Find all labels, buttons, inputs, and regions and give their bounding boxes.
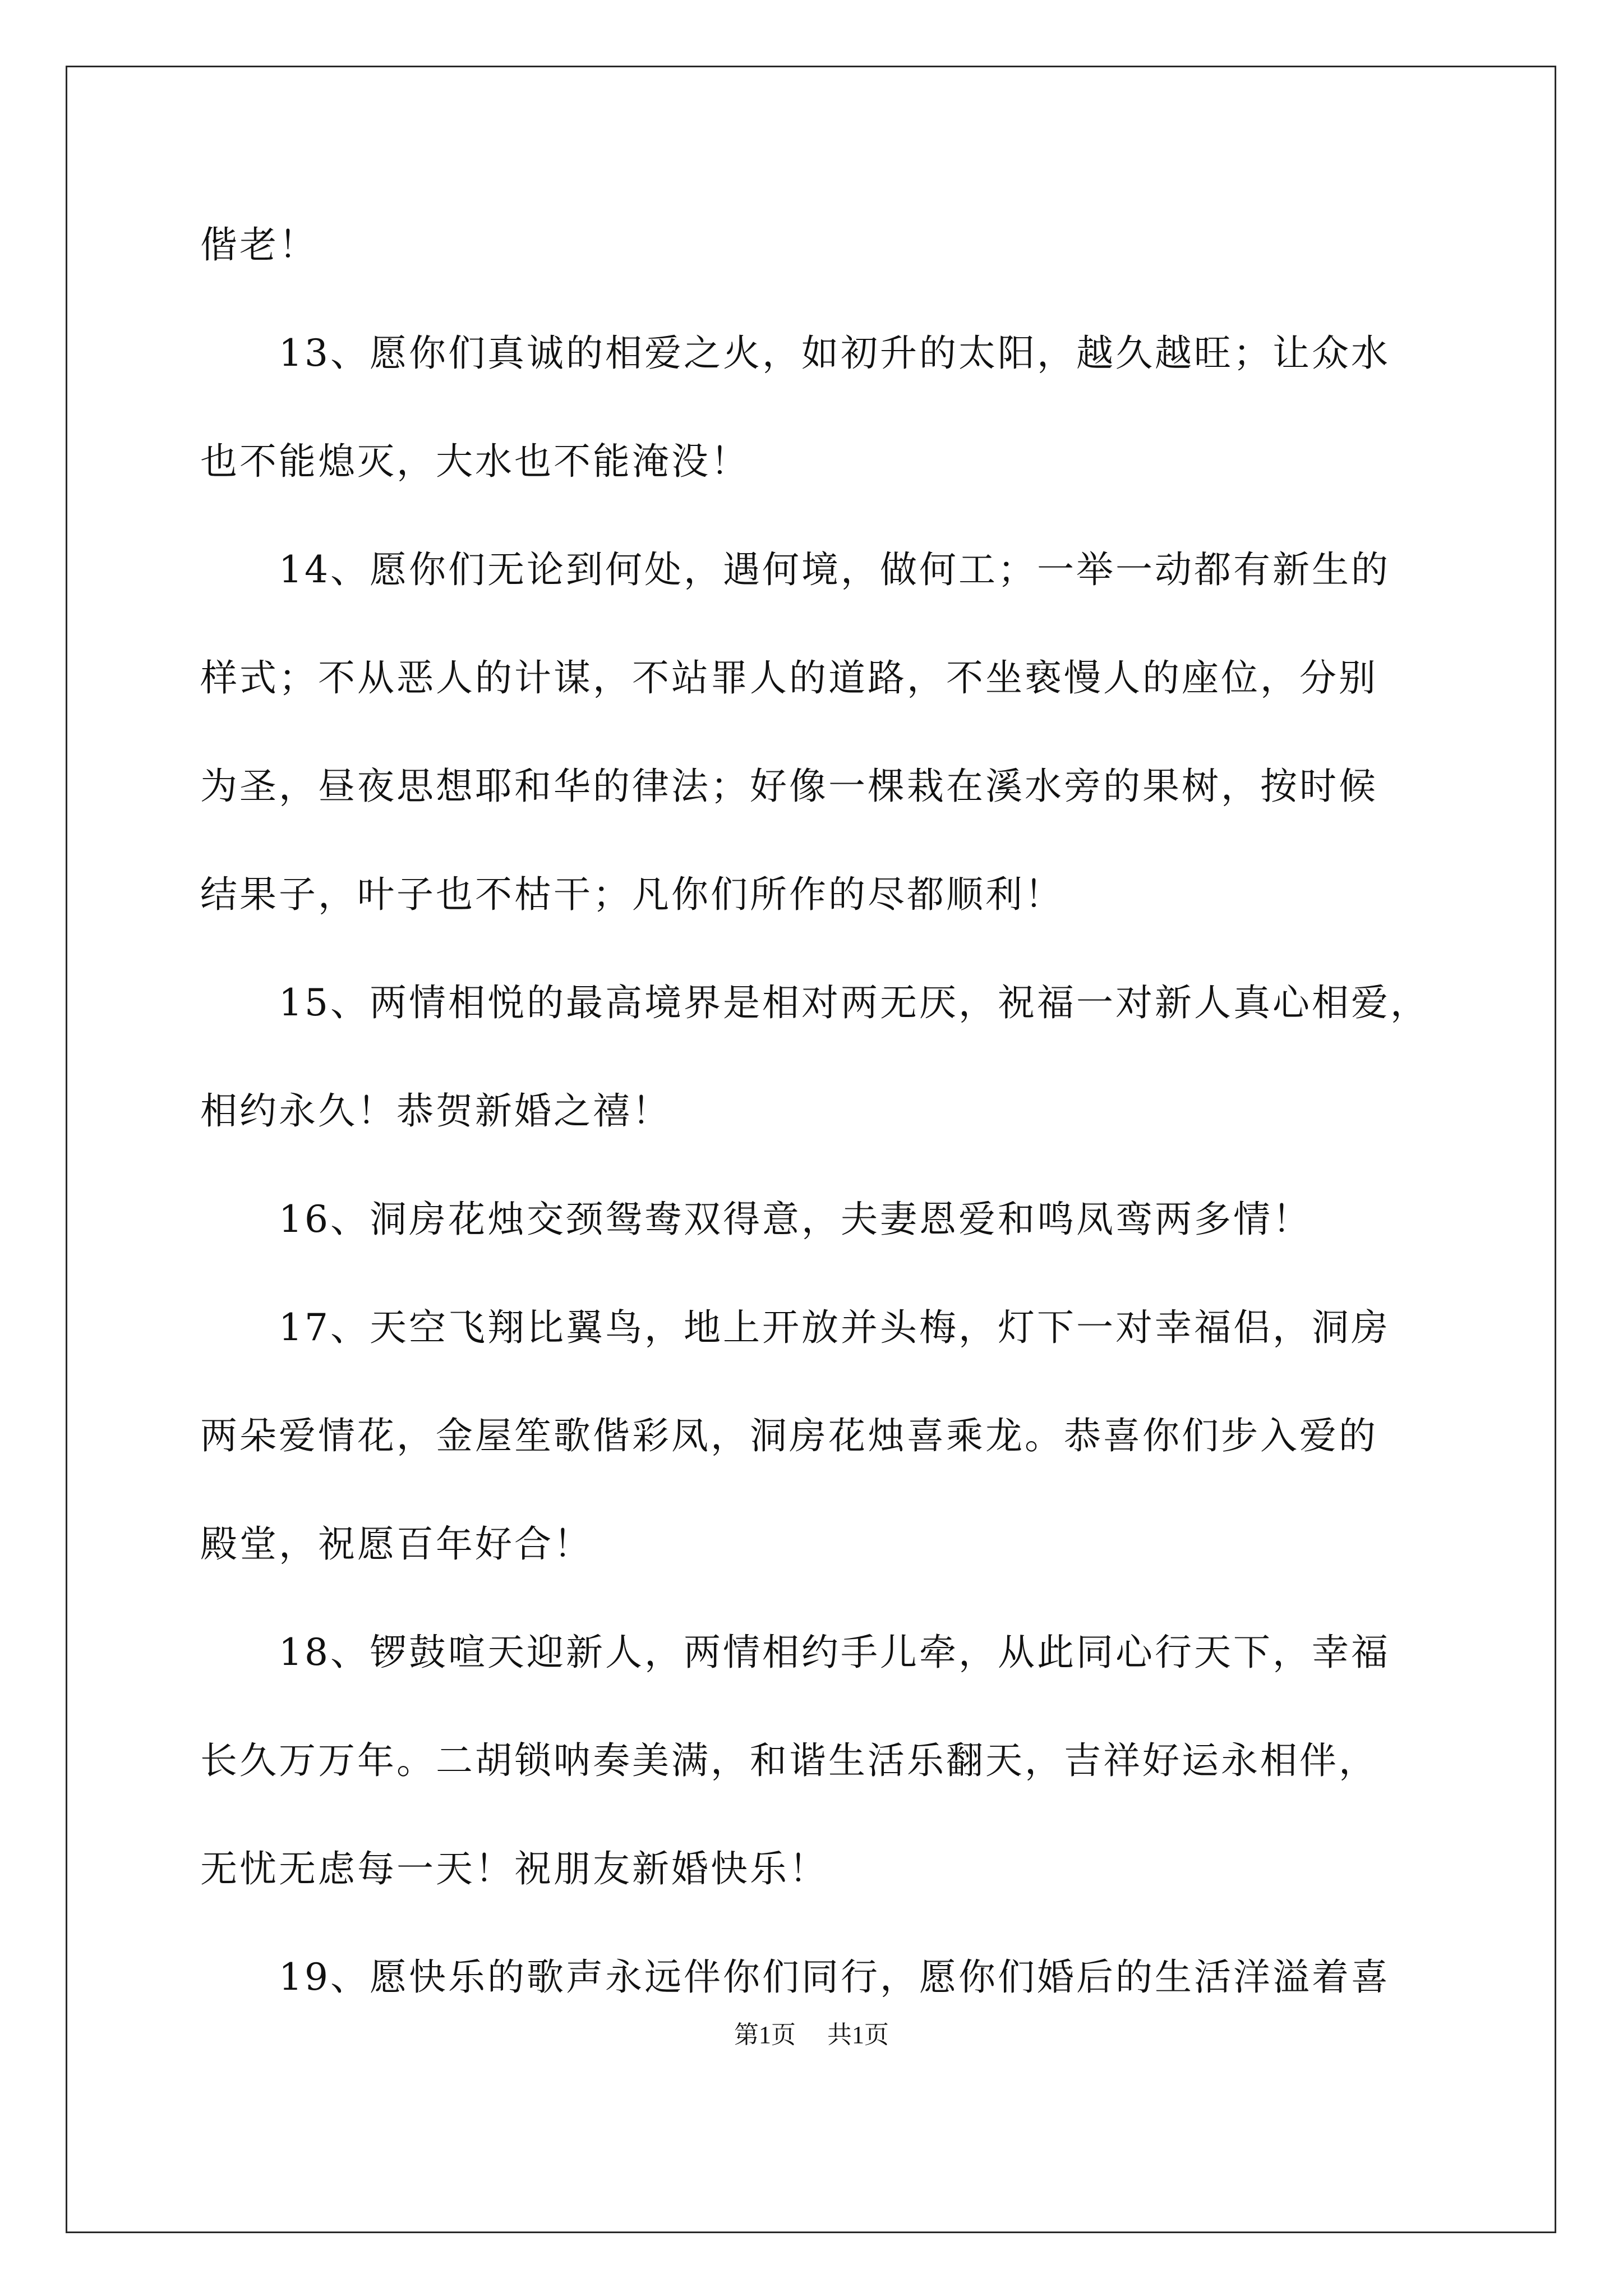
text-line: 19、愿快乐的歌声永远伴你们同行，愿你们婚后的生活洋溢着喜	[200, 1955, 1390, 1999]
text-line: 13、愿你们真诚的相爱之火，如初升的太阳，越久越旺；让众水	[200, 332, 1390, 375]
text-line: 两朵爱情花，金屋笙歌偕彩凤，洞房花烛喜乘龙。恭喜你们步入爱的	[200, 1414, 1378, 1457]
page-border	[66, 66, 1556, 2233]
page-number: 第1页	[734, 2021, 796, 2049]
page-total: 共1页	[827, 2021, 889, 2049]
text-line: 为圣，昼夜思想耶和华的律法；好像一棵栽在溪水旁的果树，按时候	[200, 765, 1378, 808]
text-line: 相约永久！恭贺新婚之禧！	[200, 1089, 671, 1133]
text-line: 18、锣鼓喧天迎新人，两情相约手儿牵，从此同心行天下，幸福	[200, 1631, 1390, 1674]
text-line: 17、天空飞翔比翼鸟，地上开放并头梅，灯下一对幸福侣，洞房	[200, 1306, 1390, 1349]
text-line: 14、愿你们无论到何处，遇何境，做何工；一举一动都有新生的	[200, 548, 1390, 591]
text-line: 样式；不从恶人的计谋，不站罪人的道路，不坐亵慢人的座位，分别	[200, 656, 1378, 700]
text-line: 结果子，叶子也不枯干；凡你们所作的尽都顺利！	[200, 873, 1064, 916]
text-line: 偕老！	[200, 223, 318, 266]
text-line: 也不能熄灭，大水也不能淹没！	[200, 440, 750, 483]
text-line: 殿堂，祝愿百年好合！	[200, 1522, 593, 1566]
text-line: 16、洞房花烛交颈鸳鸯双得意，夫妻恩爱和鸣凤鸾两多情！	[200, 1198, 1312, 1241]
text-line: 长久万万年。二胡锁呐奏美满，和谐生活乐翻天，吉祥好运永相伴，	[200, 1739, 1378, 1782]
text-line: 15、两情相悦的最高境界是相对两无厌，祝福一对新人真心相爱，	[200, 981, 1430, 1024]
page-footer	[0, 2018, 1623, 2052]
text-line: 无忧无虑每一天！祝朋友新婚快乐！	[200, 1847, 828, 1890]
